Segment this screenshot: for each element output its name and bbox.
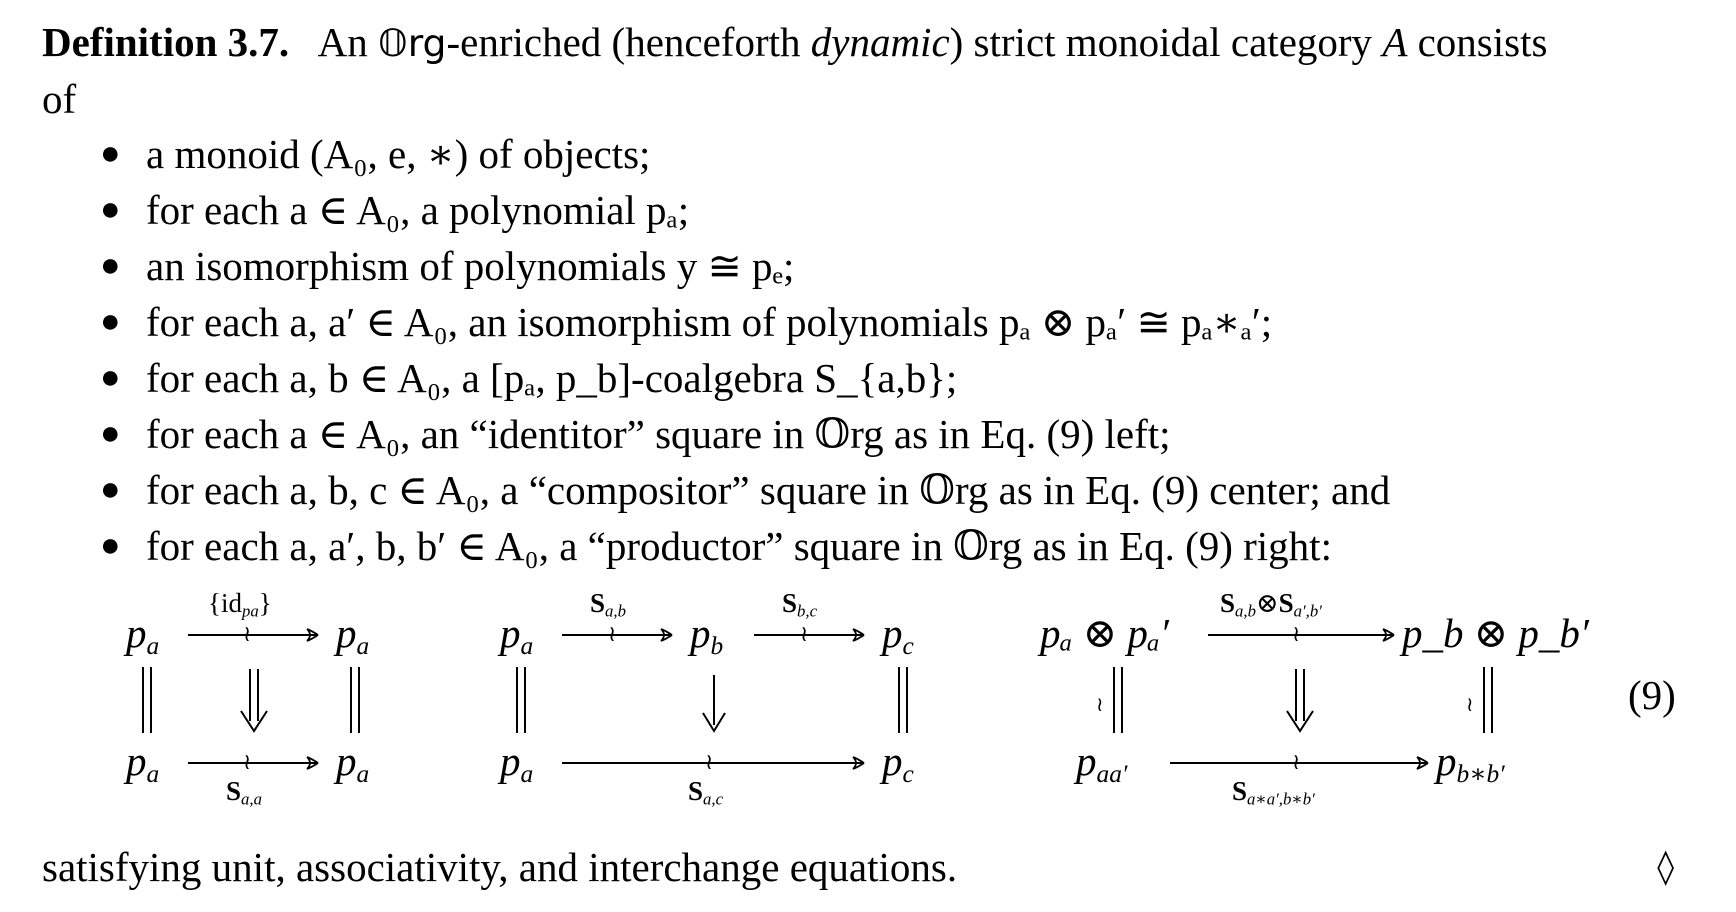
left-cell-head <box>241 711 267 731</box>
left-bottom-tilde: ≀ <box>243 750 252 775</box>
bullet-dot-icon: ● <box>100 247 121 284</box>
left-top-tilde: ≀ <box>243 622 252 647</box>
bullet-dot-icon: ● <box>100 527 121 564</box>
center-top-tilde-2: ≀ <box>800 622 809 647</box>
definition-paragraph <box>42 14 1692 127</box>
left-top-right-object: $p_a$ <box>336 610 370 661</box>
bullet-item <box>100 406 1660 462</box>
left-bottom-left-object: $p_a$ <box>126 738 160 789</box>
left-top-left-object: $p_a$ <box>126 610 160 661</box>
right-top-left-object: pₐ ⊗ pₐ′ <box>1040 610 1169 656</box>
equation-9-diagrams <box>0 565 1736 825</box>
left-bottom-label: $S_{a,a}$ <box>226 776 262 809</box>
right-bottom-tilde: ≀ <box>1292 750 1301 775</box>
bullet-item <box>100 462 1660 518</box>
intro-text-3: ) strict monoidal category <box>949 19 1383 65</box>
bullet-text: for each a ∈ A₀, a polynomial pₐ; <box>146 187 690 233</box>
bullet-item <box>100 238 1660 294</box>
bullet-dot-icon: ● <box>100 303 121 340</box>
definition-heading: Definition 3.7. <box>42 19 290 65</box>
left-top-label: $\{id_{pa}\}$ <box>208 588 272 621</box>
bullet-item <box>100 182 1660 238</box>
bullet-dot-icon: ● <box>100 471 121 508</box>
right-top-right-object: p_b ⊗ p_b′ <box>1402 610 1589 656</box>
center-top-label-2: $S_{b,c}$ <box>782 588 818 621</box>
intro-dynamic: dynamic <box>810 19 950 65</box>
right-top-tilde: ≀ <box>1292 622 1301 647</box>
center-top-object-2: $p_b$ <box>690 610 724 661</box>
bullet-dot-icon: ● <box>100 191 121 228</box>
bullet-text: for each a, b ∈ A₀, a [pₐ, p_b]-coalgebra S_{a,b}; <box>146 355 958 401</box>
bullet-text: for each a, b, c ∈ A₀, a “compositor” square in 𝕆rg as in Eq. (9) center; and <box>146 467 1391 513</box>
bullet-dot-icon: ● <box>100 415 121 452</box>
intro-text-2: -enriched (henceforth <box>446 19 811 65</box>
bullet-dot-icon: ● <box>100 135 121 172</box>
intro-of: of <box>42 76 77 122</box>
bullet-dot-icon: ● <box>100 359 121 396</box>
bullet-text: for each a, a′, b, b′ ∈ A₀, a “productor” square in 𝕆rg as in Eq. (9) right: <box>146 523 1332 569</box>
right-bottom-right-object: $p_{b∗b'}$ <box>1436 738 1505 789</box>
right-top-label: $S_{a,b}\otimes S_{a',b'}$ <box>1220 588 1322 621</box>
right-bottom-label: $S_{a∗a',b∗b'}$ <box>1232 776 1315 809</box>
center-bottom-tilde: ≀ <box>705 750 714 775</box>
equation-number: (9) <box>1628 672 1676 718</box>
end-of-definition-icon: ◊ <box>1657 847 1674 887</box>
left-bottom-right-object: $p_a$ <box>336 738 370 789</box>
center-bottom-left-object: $p_a$ <box>500 738 534 789</box>
intro-text-1: An <box>317 19 379 65</box>
bullet-text: for each a, a′ ∈ A₀, an isomorphism of polynomials pₐ ⊗ pₐ′ ≅ pₐ∗ₐ′; <box>146 299 1273 345</box>
right-cell-head <box>1287 711 1313 731</box>
right-right-iso: ≀ <box>1466 692 1474 716</box>
bullet-text: a monoid (A₀, e, ∗) of objects; <box>146 131 651 177</box>
center-top-label-1: $S_{a,b}$ <box>590 588 626 621</box>
bullet-item <box>100 350 1660 406</box>
right-bottom-left-object: $p_{aa'}$ <box>1076 738 1128 789</box>
center-bottom-right-object: $p_c$ <box>882 738 914 789</box>
intro-text-4: consists <box>1407 19 1548 65</box>
intro-category-A: A <box>1382 19 1408 65</box>
bullet-item <box>100 294 1660 350</box>
org-symbol: 𝕆rg <box>378 21 447 65</box>
closing-paragraph <box>42 842 1702 892</box>
bullet-text: an isomorphism of polynomials y ≅ pₑ; <box>146 243 795 289</box>
bullet-item <box>100 126 1660 182</box>
center-top-tilde-1: ≀ <box>608 622 617 647</box>
center-top-object-1: $p_a$ <box>500 610 534 661</box>
bullet-text: for each a ∈ A₀, an “identitor” square in 𝕆rg as in Eq. (9) left; <box>146 411 1171 457</box>
closing-text: satisfying unit, associativity, and interchange equations. <box>42 844 958 890</box>
definition-bullet-list <box>100 126 1660 574</box>
center-top-object-3: $p_c$ <box>882 610 914 661</box>
center-bottom-label: $S_{a,c}$ <box>688 776 724 809</box>
right-left-iso: ≀ <box>1096 692 1104 716</box>
